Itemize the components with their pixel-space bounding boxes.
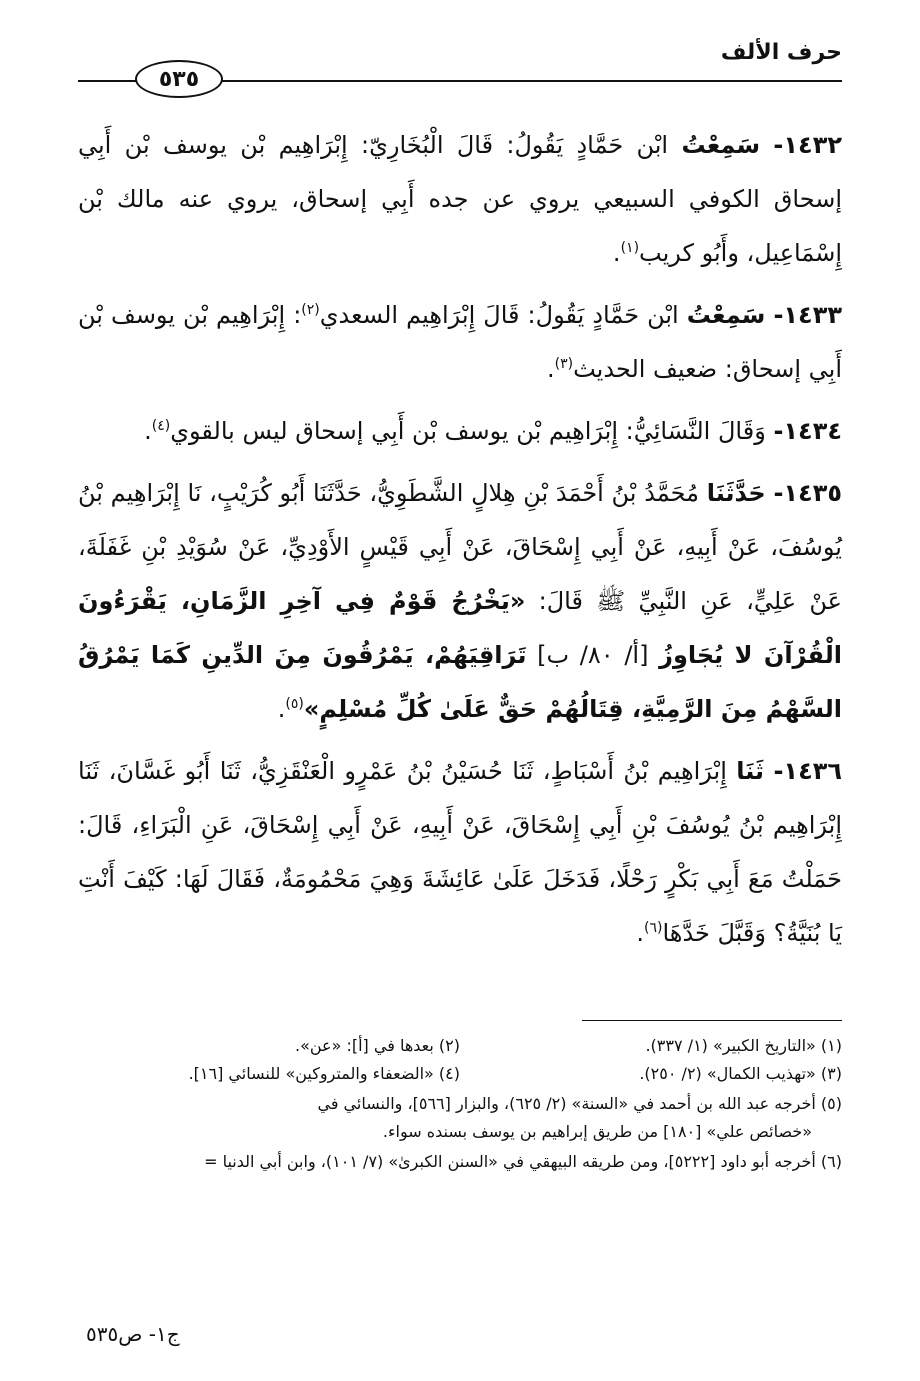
entry-lead-word: سَمِعْتُ <box>681 131 761 159</box>
footnote-row <box>78 1060 842 1088</box>
entry-number: ١٤٣٤- <box>773 417 842 445</box>
entry-text: إِبْرَاهِيم بْنُ أَسْبَاطٍ، ثَنَا حُسَيْنُ بْنُ عَمْرٍو الْعَنْقَزِيُّ، ثَنَا أَبُو غَسَّانَ، ثَنَا إِبْرَاهِيم بْنُ يُوسُفَ بْنِ أَبِي إِسْحَاقَ، عَنْ أَبِيهِ، عَنْ أَبِي إِسْحَاقَ، عَنِ الْبَرَاءِ، قَالَ: حَمَلْتُ مَعَ أَبِي بَكْرٍ رَحْلًا، فَدَخَلَ عَلَىٰ عَائِشَةَ وَهِيَ مَحْمُومَةٌ، فَقَالَ لَهَا: كَيْفَ أَنْتِ يَا بُنَيَّةُ؟ وَقَبَّلَ خَدَّهَا <box>78 757 842 947</box>
entry-lead-word: ثَنَا <box>736 757 765 785</box>
entry-text: وَقَالَ النَّسَائِيُّ: إِبْرَاهِيم بْن يوسف بْن أَبِي إسحاق ليس بالقوي <box>170 417 766 445</box>
footnote-marker[interactable]: (٣) <box>554 356 574 372</box>
footnote-5-line-2: «خصائص علي» [١٨٠] من طريق إبراهيم بن يوسف بسنده سواء. <box>382 1122 812 1141</box>
entry-text: مُحَمَّدُ بْنُ أَحْمَدَ بْنِ هِلالٍ الشَّطَوِيُّ، حَدَّثَنَا أَبُو كُرَيْبٍ، نَا إِبْرَاهِيم بْنُ يُوسُفَ، عَنْ أَبِيهِ، عَنْ أَبِي إِسْحَاقَ، عَنْ أَبِي قَيْسٍ الأَوْدِيِّ، عَنْ سُوَيْدِ بْنِ غَفَلَةَ، عَنْ عَلِيٍّ، عَنِ النَّبِيِّ ﷺ قَالَ: <box>78 479 842 615</box>
entry-tail: . <box>612 239 621 267</box>
footnote-marker[interactable]: (٤) <box>151 418 171 434</box>
footnote-2: (٢) بعدها في [أ]: «عن». <box>294 1036 460 1055</box>
folio-marker: [أ/ ٨٠/ ب] <box>537 641 649 669</box>
entry-number: ١٤٣٥- <box>773 479 842 507</box>
entry-text: ابْن حَمَّادٍ يَقُولُ: قَالَ إِبْرَاهِيم السعدي <box>319 301 679 329</box>
footnote-5 <box>78 1090 842 1146</box>
footnote-marker[interactable]: (٥) <box>285 696 304 712</box>
entry-lead-word: حَدَّثَنَا <box>706 479 766 507</box>
entry-text: ابْن حَمَّادٍ يَقُولُ: قَالَ الْبُخَارِيّ: إِبْرَاهِيم بْن يوسف بْن أَبِي إسحاق الكوفي السبيعي يروي عن جده أَبِي إسحاق، يروي عنه مالك بْن إِسْمَاعِيل، وأَبُو كريب <box>78 131 842 267</box>
volume-page-reference: ج١- ص٥٣٥ <box>86 1322 180 1346</box>
footnote-rule <box>582 1020 842 1021</box>
entry-number: ١٤٣٢- <box>773 131 842 159</box>
entry-lead-word: سَمِعْتُ <box>686 301 766 329</box>
footnote-marker[interactable]: (٦) <box>644 920 663 936</box>
footnote-marker[interactable]: (٢) <box>301 302 320 318</box>
chapter-title: حرف الألف <box>720 40 842 65</box>
footnotes <box>78 1032 842 1176</box>
page-number: ٥٣٥ <box>158 66 200 92</box>
page-number-oval <box>135 60 223 98</box>
entry-number: ١٤٣٣- <box>773 301 842 329</box>
entry-number: ١٤٣٦- <box>773 757 843 785</box>
entry-1434 <box>78 404 842 458</box>
footnote-marker[interactable]: (١) <box>620 240 640 256</box>
hadith-quote: تَرَاقِيَهُمْ، يَمْرُقُونَ مِنَ الدِّينِ كَمَا يَمْرُقُ السَّهْمُ مِنَ الرَّمِيَّةِ، قِتَالُهُمْ حَقٌّ عَلَىٰ كُلِّ مُسْلِمٍ» <box>78 641 842 723</box>
entry-tail: . <box>547 355 555 383</box>
footnote-6: (٦) أخرجه أبو داود [٥٢٢٢]، ومن طريقه البيهقي في «السنن الكبرىٰ» (٧/ ١٠١)، وابن أبي الدنيا = <box>204 1152 842 1171</box>
footnote-4: (٤) «الضعفاء والمتروكين» للنسائي [١٦]. <box>188 1064 460 1083</box>
hadith-quote: «يَخْرُجُ قَوْمٌ فِي آخِرِ الزَّمَانِ، يَقْرَءُونَ الْقُرْآنَ لا يُجَاوِزُ <box>78 587 843 669</box>
entry-1432 <box>78 118 842 280</box>
entry-1433 <box>78 288 842 396</box>
footnote-5-line-1: (٥) أخرجه عبد الله بن أحمد في «السنة» (٢/ ٦٢٥)، والبزار [٥٦٦]، والنسائي في <box>317 1094 842 1113</box>
entry-tail: . <box>144 417 152 445</box>
entry-text: : إِبْرَاهِيم بْن يوسف بْن أَبِي إسحاق: ضعيف الحديث <box>78 301 842 383</box>
footnote-row <box>78 1032 842 1060</box>
entry-tail: . <box>636 919 644 947</box>
entry-1435 <box>78 466 842 736</box>
main-text <box>78 118 842 968</box>
entry-1436 <box>78 744 842 960</box>
entry-tail: . <box>277 695 286 723</box>
footnote-3: (٣) «تهذيب الكمال» (٢/ ٢٥٠). <box>639 1064 842 1083</box>
footnote-1: (١) «التاريخ الكبير» (١/ ٣٣٧). <box>645 1036 842 1055</box>
